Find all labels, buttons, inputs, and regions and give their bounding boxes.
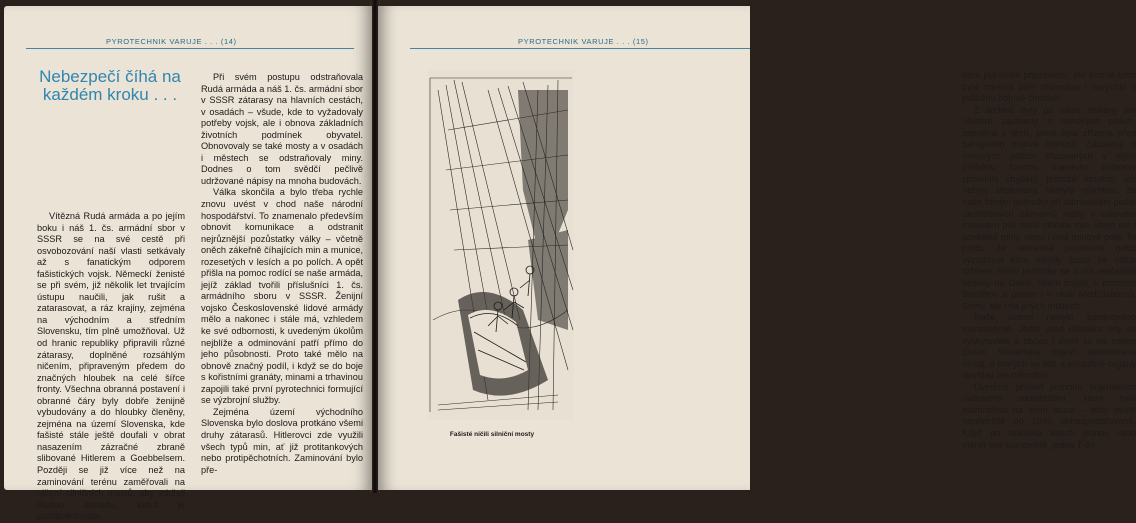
right-page	[378, 6, 1136, 490]
paragraph: Při svém postupu odstraňovala Rudá armáda a náš 1. čs. armádní sbor v SSSR zátarasy na hlavních cestách, v osadách – všude, kde to vyžadovaly potřeby vojsk, ale i obnova základních životních podmínek obyvatel. Obnovovaly se také mosty a v osadách i městech se odstraňovaly miny. Dodnes o tom svědčí pečlivě udržované nápisy na mnoha budovách.	[201, 72, 363, 186]
text-column-2	[201, 72, 363, 476]
header-rule-right	[410, 48, 750, 49]
running-head-right: PYROTECHNIK VARUJE . . . (15)	[518, 37, 649, 46]
illustration-caption: Fašisté ničili silniční mosty	[449, 431, 535, 438]
paragraph: Válka skončila a bylo třeba rychle znovu uvést v chod naše národní hospodářství. To znamenalo především obnovit komunikace a odstranit nejrůznější pozůstatky války – včetně oněch zákeřně číhajících min a munice, rozesetých v lesích a po polích. A opět přišla na pomoc rodící se naše armáda, jejíž základ tvořili příslušníci 1. čs. armádního sboru v SSSR. Ženijní vojsko Československé lidové armády mělo a nakonec i stále má, vzhledem ke své odbornosti, k uvedeným úkolům nejblíže a odminování patří přímo do jeho působnosti. Proto také mělo na obnově značný podíl, i když se do boje s kořistními granáty, minami a trhavinou zapojili také první pyrotechnici formující se výzbrojní služby.	[201, 187, 363, 406]
paragraph: dem plánovitě připraveno, ale kromě toho byla minová pole zřizována i narychlo v průběhu bojové činnosti.	[962, 70, 1136, 104]
paragraph: Naše území nebylo zaminováno rovnoměrně. Ještě před několika lety se vyskytovala a občas i dnes se na celém území Slovenska objeví zaminovaná místa, o kterých se lidé a příslušné orgány dovídají jen náhodou.	[962, 312, 1136, 381]
paragraph: Uveďme příklad jednoho vojenského rádiového soustředění, které byla rozmístěno na lesní louce – tedy místě nepřetržitě od 1945 obhospodařované. Když po několika letech jednou ráno měnili své stanoviště, jedna T-84	[962, 381, 1136, 450]
chapter-headline: Nebezpečí číhá na každém kroku . . .	[39, 67, 181, 104]
bridge-destruction-illustration	[428, 70, 574, 420]
paragraph: Z archivů byly po válce získány jen některé záznamy o minových polích, zejména o těch, která byla zřízena před zahájením bojové činnosti. Záznamy o minových polích zřizovaných v jejím průběhu formou manévru zátarasy zpravidla chyběly, protože mnohdy ani nebyly zhotoveny. Nebylo výjimkou, že naše ženijní jednotky při odminování podle ukořistěných záznamů našly v takovém minovém poli další několik min, které ale i sověstké miny, nebo i celé minové pole. To proto, že německé postavení nebo významná kóta měnily často ve válce držitele. Naše jednotky se s tím nejčastěji setkaly na Dukle, ském bojišti, v prostoru Bardějov a potom i v okolí Medzilaborců, Sniny, ale i na jiných místech.	[962, 104, 1136, 311]
left-page	[4, 6, 372, 522]
paragraph: Zejména území východního Slovenska bylo doslova protkáno všemi druhy zátarasů. Hitlerovci zde využili všech typů min, ať již protitankových nebo protipěchotních. Zaminování bylo pře-	[201, 406, 363, 475]
text-column-1	[37, 211, 185, 523]
paragraph: Vítězná Rudá armáda a po jejím boku i náš 1. čs. armádní sbor v SSSR se na své cestě při osvobozování naší vlasti setkávaly až s fanatickým odporem fašistických vojsk. Německí ženisté se při svém, již několik let trvajícím ústupu naučili, jak rušit a zatarasovat, a ráz krajiny, zejména na východním a středním Slovensku, tím plně umožňoval. Už od hranic republiky připravili různé zátarasy, doplněné rozsáhlým ničením, připraveným předem do značných hloubek na celé šířce fronty. Všechna obranná postavení i obranné čáry byly dobře ženijně vybudovány a do hloubky členěny, zejména na území Slovenska, kde fašisté stále ještě doufali v obrat nasazením zázračné zbraně slibované Hitlerem a Goebbelsem. Později se již více než na zaminování terénu zaměřovali na ničení silničních mostů, aby zdrželi Rudou armádu, která je pronásledovala.	[37, 211, 185, 522]
text-column-3	[962, 70, 1136, 451]
header-rule-left	[26, 48, 354, 49]
running-head-left: PYROTECHNIK VARUJE . . . (14)	[106, 37, 237, 46]
